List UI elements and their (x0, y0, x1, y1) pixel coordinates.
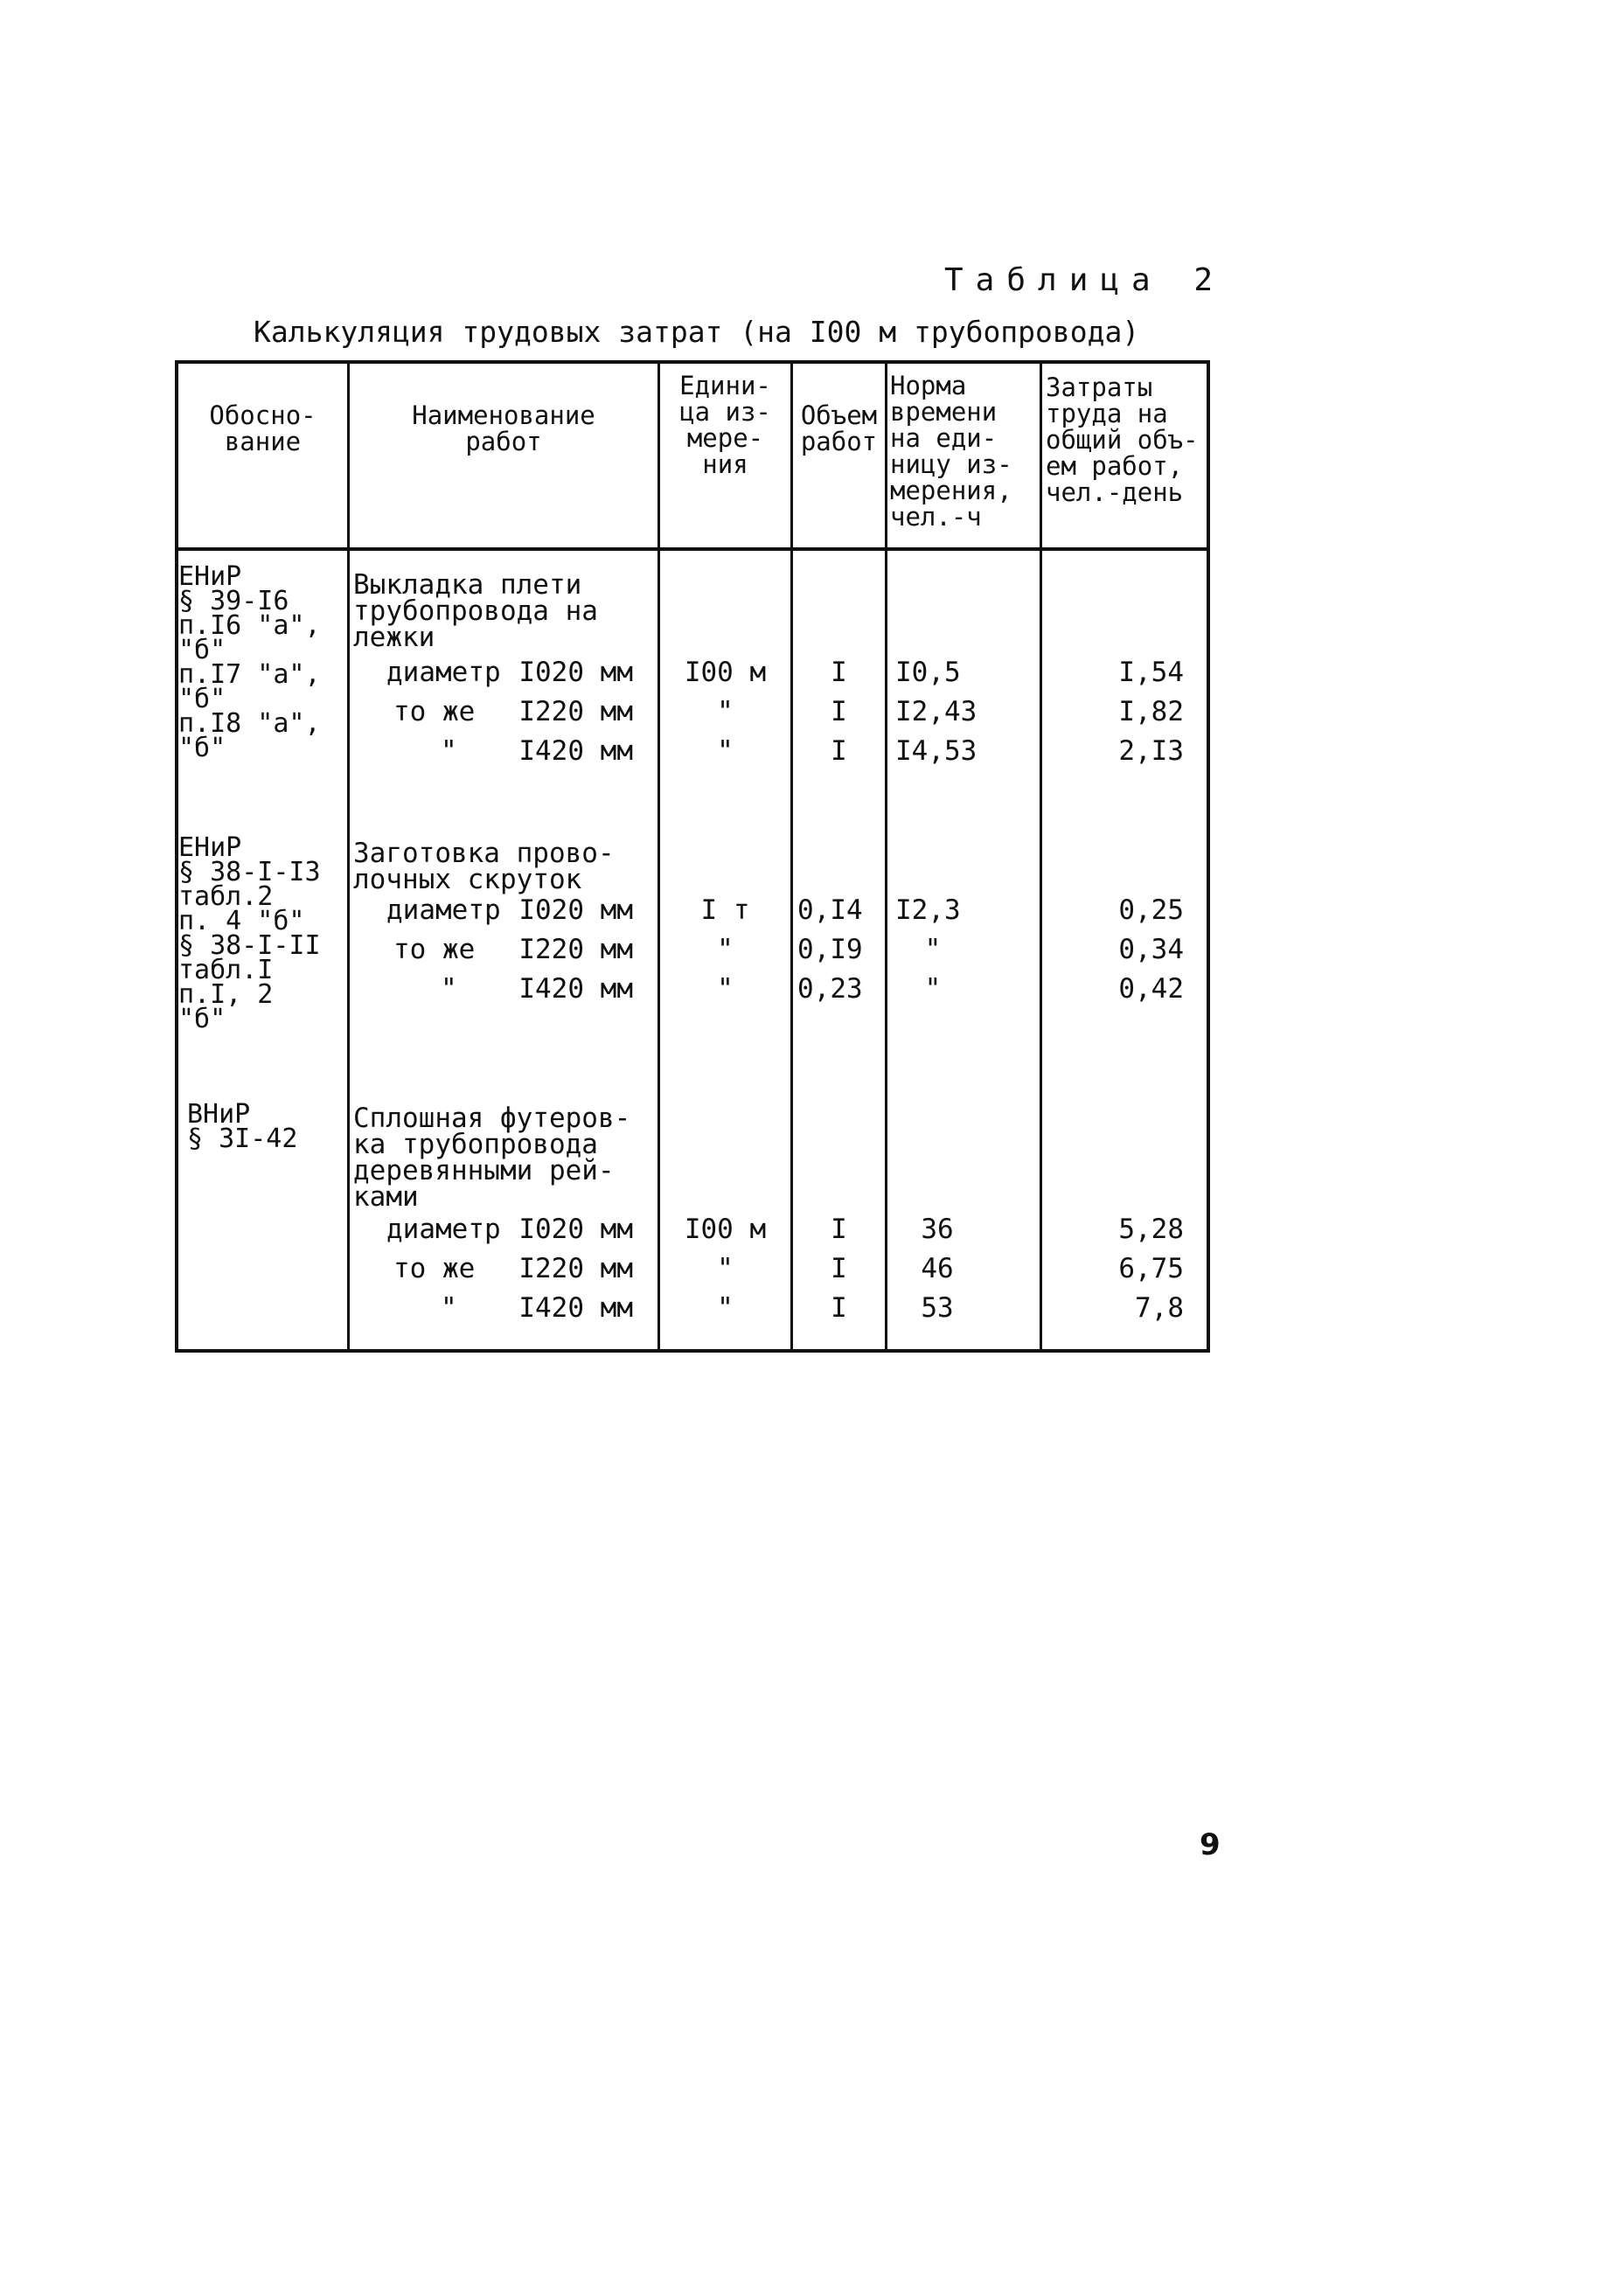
row-name: диаметр (386, 1214, 501, 1245)
row-cost: 6,75 (1118, 1253, 1184, 1284)
row-name: " (441, 973, 457, 1005)
row-unit: " (717, 1253, 734, 1284)
row-unit: " (717, 934, 734, 965)
section-basis: ЕНиР § 38-I-I3 табл.2 п. 4 "б" § 38-I-II табл.I п.I, 2 "б" (178, 832, 321, 1034)
row-cost: 7,8 (1135, 1292, 1184, 1324)
row-size: I420 мм (518, 735, 633, 767)
column-divider (790, 364, 793, 1349)
row-volume: I (831, 1214, 847, 1245)
header-name: Наименование работ (412, 400, 595, 456)
row-cost: 0,42 (1118, 973, 1184, 1005)
section-basis: ВНиР § 3I-42 (187, 1099, 298, 1154)
row-name: " (441, 735, 457, 767)
row-name: то же (393, 934, 476, 965)
row-size: I220 мм (518, 1253, 633, 1284)
row-norm: I0,5 (895, 657, 961, 688)
section-title: Заготовка прово- лочных скруток (353, 838, 615, 895)
row-name: " (441, 1292, 457, 1324)
row-volume: I (831, 657, 847, 688)
row-name: то же (393, 1253, 476, 1284)
row-norm: I4,53 (895, 735, 977, 767)
table-label: Таблица 2 (944, 262, 1226, 298)
row-volume: I (831, 735, 847, 767)
labor-cost-table (175, 360, 1210, 1353)
column-divider (1040, 364, 1042, 1349)
header-norm: Норма времени на еди- ницу из- мерения, чел.-ч (890, 371, 1012, 532)
header-cost: Затраты труда на общий объ- ем работ, чел.-день (1046, 372, 1199, 507)
row-cost: 2,I3 (1118, 735, 1184, 767)
header-unit: Едини- ца из- мере- ния (679, 371, 771, 479)
row-unit: " (717, 735, 734, 767)
row-size: I420 мм (518, 1292, 633, 1324)
column-divider (657, 364, 660, 1349)
row-norm: I2,43 (895, 696, 977, 727)
header-volume: Объем работ (800, 400, 878, 456)
row-unit: I00 м (684, 1214, 767, 1245)
row-size: I020 мм (518, 894, 633, 926)
column-divider (347, 364, 350, 1349)
row-unit: " (717, 1292, 734, 1324)
section-title: Сплошная футеров- ка трубопровода деревянными рей- ками (353, 1103, 631, 1213)
row-norm: " (924, 973, 942, 1005)
row-size: I420 мм (518, 973, 633, 1005)
row-size: I020 мм (518, 657, 633, 688)
row-volume: I (831, 696, 847, 727)
row-name: то же (393, 696, 476, 727)
column-divider (885, 364, 887, 1349)
row-cost: I,54 (1118, 657, 1184, 688)
header-basis: Обосно- вание (209, 400, 317, 456)
row-cost: 0,34 (1118, 934, 1184, 965)
row-cost: I,82 (1118, 696, 1184, 727)
row-volume: 0,I9 (797, 934, 863, 965)
header-divider (178, 547, 1207, 551)
row-volume: 0,I4 (797, 894, 863, 926)
row-unit: " (717, 973, 734, 1005)
row-size: I220 мм (518, 934, 633, 965)
row-volume: I (831, 1292, 847, 1324)
row-unit: " (717, 696, 734, 727)
row-norm: " (924, 934, 942, 965)
row-name: диаметр (386, 657, 501, 688)
row-cost: 0,25 (1118, 894, 1184, 926)
table-caption: Калькуляция трудовых затрат (на I00 м трубопровода) (254, 315, 1140, 349)
page-number: 9 (1200, 1827, 1221, 1862)
row-norm: 36 (921, 1214, 954, 1245)
row-norm: 53 (921, 1292, 954, 1324)
section-basis: ЕНиР § 39-I6 п.I6 "а", "б" п.I7 "а", "б" п.I8 "а", "б" (178, 561, 321, 763)
row-unit: I00 м (684, 657, 767, 688)
row-volume: I (831, 1253, 847, 1284)
row-size: I220 мм (518, 696, 633, 727)
row-cost: 5,28 (1118, 1214, 1184, 1245)
row-volume: 0,23 (797, 973, 863, 1005)
row-norm: I2,3 (895, 894, 961, 926)
row-size: I020 мм (518, 1214, 633, 1245)
section-title: Выкладка плети трубопровода на лежки (353, 569, 598, 653)
row-name: диаметр (386, 894, 501, 926)
row-unit: I т (700, 894, 750, 926)
row-norm: 46 (921, 1253, 954, 1284)
